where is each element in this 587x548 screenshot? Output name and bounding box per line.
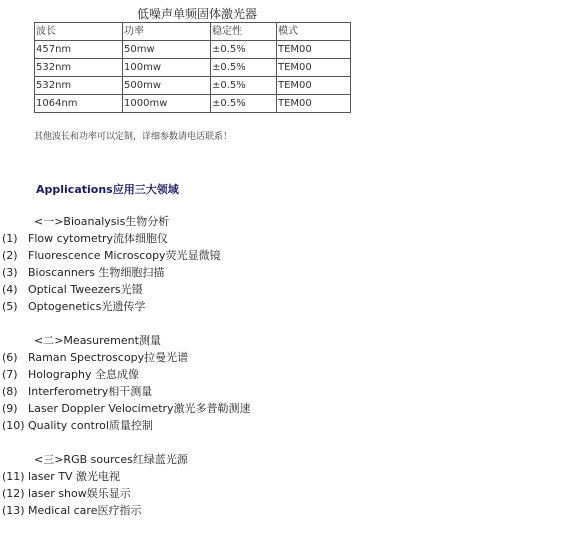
table-row [35,77,351,95]
list-item [0,230,221,247]
table-cell: 500mw [123,77,211,95]
table-cell: 1000mw [123,95,211,113]
section-category: <二>Measurement测量 [34,334,161,347]
list-item [0,366,251,383]
table-cell: ±0.5% [211,59,277,77]
custom-note: 其他波长和功率可以定制，详细参数请电话联系！ [34,132,233,142]
table-cell: 532nm [35,59,123,77]
header-cell-stability: 稳定性 [211,23,277,41]
item-text: Medical care医疗指示 [28,504,142,517]
applications-heading: Applications应用三大领域 [36,183,179,196]
list-item [0,400,251,417]
table-cell: TEM00 [277,41,351,59]
item-number: (10) [2,419,25,432]
item-number: (3) [2,266,18,279]
table-cell: 457nm [35,41,123,59]
item-number: (9) [2,402,18,415]
section-rgb-sources [0,451,188,519]
table-cell: ±0.5% [211,77,277,95]
list-item [0,502,188,519]
table-row [35,41,351,59]
page-title: 低噪声单频固体激光器 [137,7,258,21]
item-number: (5) [2,300,18,313]
spec-table [34,22,351,113]
header-cell-mode: 模式 [277,23,351,41]
item-text: laser TV 激光电视 [28,470,121,483]
list-item [0,485,188,502]
list-item [0,417,251,434]
item-text: Bioscanners 生物细胞扫描 [28,266,165,279]
section-bioanalysis [0,213,221,315]
item-text: Optical Tweezers光镊 [28,283,143,296]
header-cell-wavelength: 波长 [35,23,123,41]
item-text: Raman Spectroscopy拉曼光谱 [28,351,189,364]
table-cell: 50mw [123,41,211,59]
item-text: Fluorescence Microscopy荧光显微镜 [28,249,221,262]
table-cell: 1064nm [35,95,123,113]
item-number: (2) [2,249,18,262]
item-number: (12) [2,487,25,500]
list-item [0,349,251,366]
header-cell-power: 功率 [123,23,211,41]
item-number: (13) [2,504,25,517]
item-text: Holography 全息成像 [28,368,139,381]
list-item [0,298,221,315]
table-cell: 100mw [123,59,211,77]
list-item [0,281,221,298]
section-category: <三>RGB sources红绿蓝光源 [34,453,188,466]
section-measurement [0,332,251,434]
table-header-row [35,23,351,41]
section-category: <一>Bioanalysis生物分析 [34,215,170,228]
item-number: (6) [2,351,18,364]
item-number: (8) [2,385,18,398]
table-row [35,59,351,77]
item-number: (1) [2,232,18,245]
item-number: (7) [2,368,18,381]
item-text: Flow cytometry流体细胞仪 [28,232,169,245]
item-number: (11) [2,470,25,483]
table-cell: TEM00 [277,59,351,77]
table-row [35,95,351,113]
table-cell: TEM00 [277,77,351,95]
list-item [0,383,251,400]
item-text: Optogenetics光遗传学 [28,300,146,313]
table-cell: ±0.5% [211,95,277,113]
table-cell: TEM00 [277,95,351,113]
item-text: Quality control质量控制 [28,419,153,432]
item-text: laser show娱乐显示 [28,487,131,500]
item-text: Interferometry相干测量 [28,385,153,398]
item-text: Laser Doppler Velocimetry激光多普勒测速 [28,402,251,415]
table-cell: 532nm [35,77,123,95]
item-number: (4) [2,283,18,296]
list-item [0,264,221,281]
table-cell: ±0.5% [211,41,277,59]
list-item [0,468,188,485]
list-item [0,247,221,264]
